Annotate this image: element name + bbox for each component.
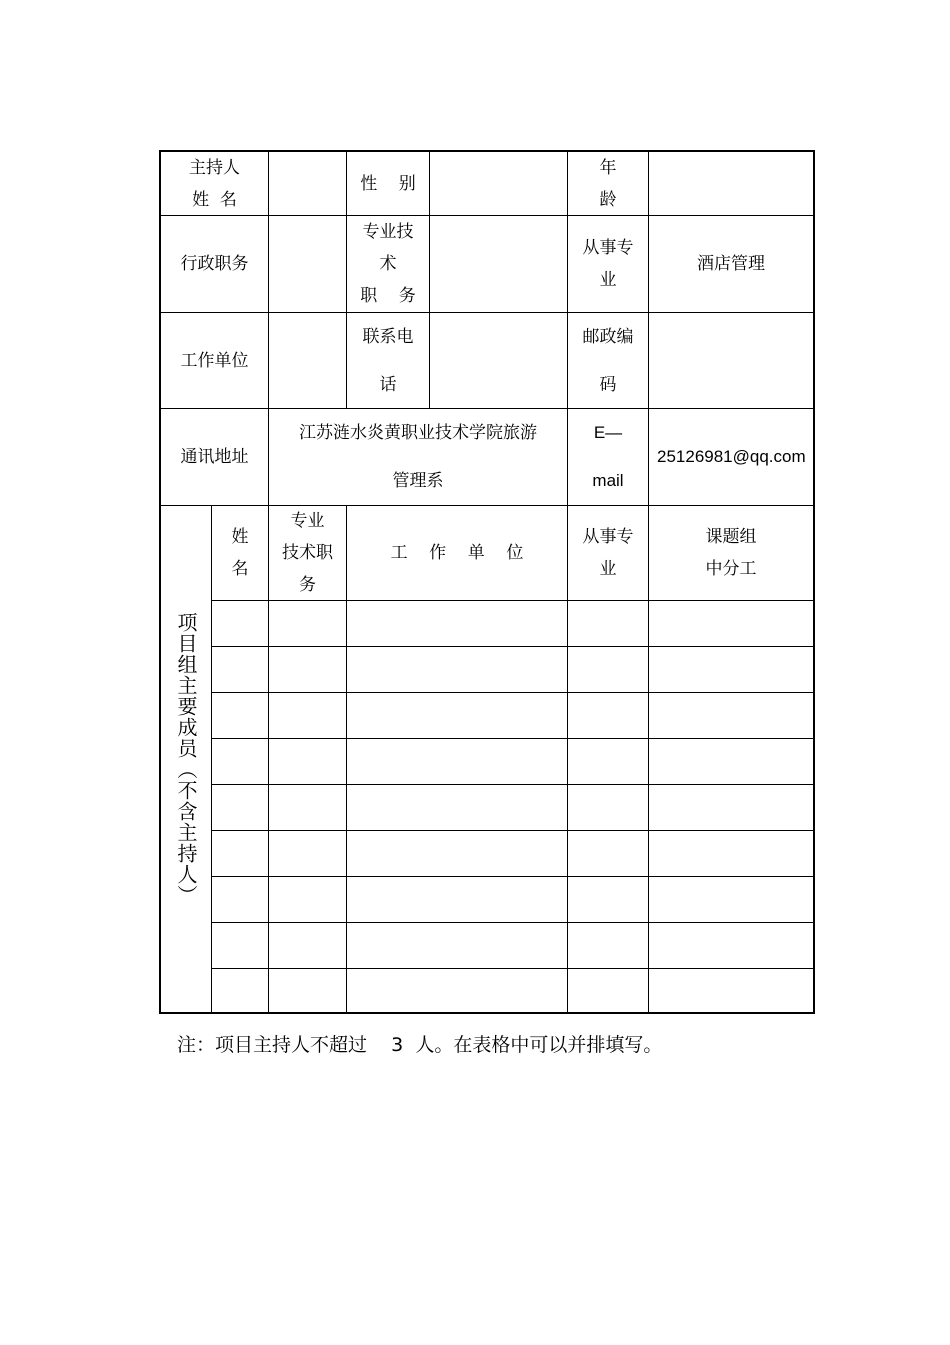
postcode-label-line1: 邮政编 bbox=[582, 326, 634, 347]
age-label bbox=[568, 152, 648, 215]
admin-post-field[interactable] bbox=[269, 216, 346, 312]
host-name-label bbox=[161, 152, 268, 215]
member-major-header-line1: 从事专 bbox=[582, 527, 634, 547]
postcode-field[interactable] bbox=[649, 313, 813, 408]
email-label-line2: mail bbox=[592, 471, 624, 490]
host-name-label-line1: 主持人 bbox=[189, 157, 240, 178]
host-name-field[interactable] bbox=[269, 152, 346, 215]
member-row[interactable] bbox=[212, 739, 813, 784]
gender-label bbox=[347, 152, 429, 215]
major-label-line2: 业 bbox=[599, 270, 617, 290]
address-value-line2: 管理系 bbox=[392, 471, 444, 491]
member-row[interactable] bbox=[212, 877, 813, 922]
tech-title-line3: 职 务 bbox=[360, 286, 416, 306]
postcode-label bbox=[568, 313, 648, 408]
member-name-header-line1: 姓 bbox=[231, 527, 249, 547]
address-label bbox=[161, 409, 268, 505]
age-label-line1: 年 bbox=[599, 157, 617, 178]
phone-label-line2: 话 bbox=[379, 374, 397, 395]
member-row[interactable] bbox=[212, 785, 813, 830]
member-tech-title-line1: 专业 bbox=[290, 511, 325, 531]
member-work-unit-header bbox=[347, 506, 567, 600]
footnote: 注：项目主持人不超过 3 人。在表格中可以并排填写。 bbox=[177, 1034, 663, 1056]
gender-label-text: 性 别 bbox=[360, 173, 416, 194]
major-label-line1: 从事专 bbox=[582, 238, 634, 258]
email-label-line1: E— bbox=[593, 423, 623, 442]
member-row[interactable] bbox=[212, 923, 813, 968]
tech-title-field[interactable] bbox=[430, 216, 567, 312]
age-field[interactable] bbox=[649, 152, 813, 215]
member-row[interactable] bbox=[212, 969, 813, 1012]
postcode-label-line2: 码 bbox=[599, 374, 617, 395]
age-label-line2: 龄 bbox=[599, 189, 617, 210]
tech-title-line2: 术 bbox=[379, 254, 397, 274]
email-value[interactable] bbox=[649, 409, 813, 505]
member-division-header bbox=[649, 506, 813, 600]
host-name-label-line2: 姓 名 bbox=[192, 189, 237, 210]
member-tech-title-line2: 技术职 bbox=[282, 543, 333, 563]
admin-post-label-text: 行政职务 bbox=[180, 254, 249, 274]
member-major-header-line2: 业 bbox=[599, 559, 617, 579]
member-row[interactable] bbox=[212, 693, 813, 738]
member-row[interactable] bbox=[212, 647, 813, 692]
email-value-text: 25126981@qq.com bbox=[657, 447, 806, 466]
email-label bbox=[568, 409, 648, 505]
application-form-table bbox=[159, 150, 815, 1014]
member-name-header-line2: 名 bbox=[231, 559, 249, 579]
address-label-text: 通讯地址 bbox=[180, 447, 249, 467]
work-unit-label-text: 工作单位 bbox=[180, 350, 249, 371]
members-section-label bbox=[161, 506, 211, 1012]
member-division-header-line2: 中分工 bbox=[705, 559, 757, 579]
members-section-label-text: 项目组主要成员（不含主持人） bbox=[174, 612, 198, 906]
work-unit-field[interactable] bbox=[269, 313, 346, 408]
member-major-header bbox=[568, 506, 648, 600]
member-tech-title-header bbox=[269, 506, 346, 600]
tech-title-line1: 专业技 bbox=[362, 222, 414, 242]
major-value-text: 酒店管理 bbox=[697, 254, 765, 274]
tech-title-label bbox=[347, 216, 429, 312]
member-name-header bbox=[212, 506, 268, 600]
admin-post-label bbox=[161, 216, 268, 312]
address-value[interactable] bbox=[269, 409, 567, 505]
major-value[interactable] bbox=[649, 216, 813, 312]
member-division-header-line1: 课题组 bbox=[705, 527, 757, 547]
member-row[interactable] bbox=[212, 601, 813, 646]
work-unit-label bbox=[161, 313, 268, 408]
member-tech-title-line3: 务 bbox=[299, 575, 316, 595]
address-value-line1: 江苏涟水炎黄职业技术学院旅游 bbox=[299, 423, 537, 443]
member-work-unit-header-text: 工 作 单 位 bbox=[390, 543, 524, 563]
gender-field[interactable] bbox=[430, 152, 567, 215]
member-row[interactable] bbox=[212, 831, 813, 876]
phone-label bbox=[347, 313, 429, 408]
phone-label-line1: 联系电 bbox=[362, 326, 414, 347]
major-label bbox=[568, 216, 648, 312]
phone-field[interactable] bbox=[430, 313, 567, 408]
